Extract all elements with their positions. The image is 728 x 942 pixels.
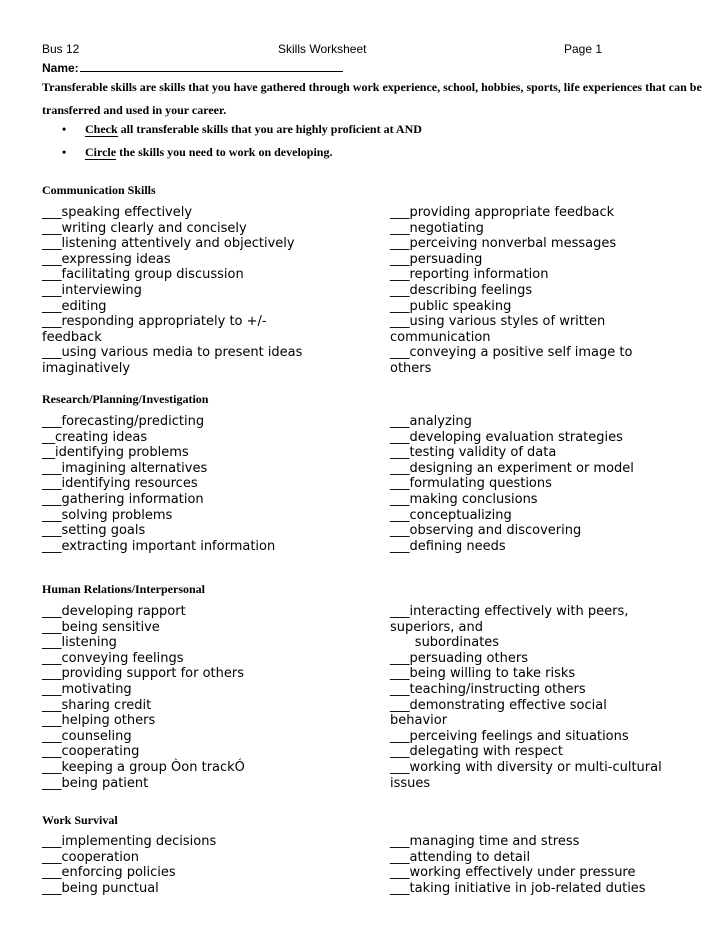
skill-item: ___expressing ideas xyxy=(42,251,171,267)
skill-item: ___providing appropriate feedback xyxy=(390,205,615,220)
skill-item: __identifying problems xyxy=(42,445,189,461)
skill-item: communication xyxy=(390,329,491,345)
human-relations-left-list xyxy=(42,604,378,791)
bullet-icon: • xyxy=(62,122,67,136)
skill-item: ___identifying resources xyxy=(42,476,198,492)
skill-item: ___managing time and stress xyxy=(390,834,580,849)
skill-item: ___working effectively under pressure xyxy=(390,865,636,881)
skill-item: ___providing support for others xyxy=(42,666,245,682)
skill-item: __creating ideas xyxy=(42,429,148,445)
skill-item: ___formulating questions xyxy=(390,476,552,492)
skill-item: ___interacting effectively with peers, xyxy=(390,604,629,619)
skill-item: ___solving problems xyxy=(42,507,173,523)
skill-item: ___editing xyxy=(42,298,107,314)
research-right-list xyxy=(390,414,708,554)
skill-item: ___developing rapport xyxy=(42,604,186,619)
bullet-icon: • xyxy=(62,145,67,159)
skill-item: ___conveying a positive self image to xyxy=(390,345,633,361)
section-title-human-relations: Human Relations/Interpersonal xyxy=(42,582,206,596)
skill-item: ___responding appropriately to +/- xyxy=(42,314,267,330)
skill-item: ___forecasting/predicting xyxy=(42,414,205,429)
skill-item: ___keeping a group Òon trackÓ xyxy=(42,759,245,775)
instructions-list xyxy=(62,118,422,164)
skill-item: ___working with diversity or multi-cultural xyxy=(390,759,662,775)
skill-item: behavior xyxy=(390,713,448,729)
instruction-item xyxy=(62,118,422,141)
skill-item: ___listening xyxy=(42,635,117,651)
skill-item: ___imagining alternatives xyxy=(42,460,208,476)
skill-item: ___persuading xyxy=(390,251,483,267)
skill-item: ___using various media to present ideas xyxy=(42,345,303,361)
skill-item: ___motivating xyxy=(42,681,132,697)
skill-item: ___making conclusions xyxy=(390,491,538,507)
skill-item: issues xyxy=(390,775,431,791)
skill-item: ___using various styles of written xyxy=(390,314,606,330)
instruction-keyword: Check xyxy=(85,122,118,136)
skill-item: ___cooperating xyxy=(42,744,140,760)
work-survival-left-list xyxy=(42,834,378,896)
skill-item: ___writing clearly and concisely xyxy=(42,220,247,236)
page-number: Page 1 xyxy=(564,42,603,56)
skill-item: ___implementing decisions xyxy=(42,834,217,849)
skill-item: ___being patient xyxy=(42,775,149,791)
course-code: Bus 12 xyxy=(42,42,80,56)
skill-item: ___listening attentively and objectively xyxy=(42,236,295,252)
skill-item: ___cooperation xyxy=(42,849,140,865)
skill-item: imaginatively xyxy=(42,360,131,376)
skill-item: ___testing validity of data xyxy=(390,445,557,461)
name-label: Name: xyxy=(42,61,79,75)
skill-item: ___taking initiative in job-related duties xyxy=(390,880,646,896)
communication-left-list xyxy=(42,205,378,377)
instruction-text: the skills you need to work on developing. xyxy=(116,145,333,159)
skill-item: ___defining needs xyxy=(390,538,506,554)
section-title-communication: Communication Skills xyxy=(42,183,156,197)
skill-item: ___developing evaluation strategies xyxy=(390,429,623,445)
skill-item: ___analyzing xyxy=(390,414,472,429)
skill-item: ___conceptualizing xyxy=(390,507,512,523)
skill-item: ___sharing credit xyxy=(42,697,152,713)
skill-item: ___reporting information xyxy=(390,267,549,283)
skill-item: ___speaking effectively xyxy=(42,205,193,220)
work-survival-right-list xyxy=(390,834,708,896)
name-field xyxy=(42,60,343,75)
skill-item: ___observing and discovering xyxy=(390,523,582,539)
skill-item: ___public speaking xyxy=(390,298,512,314)
skill-item: subordinates xyxy=(390,635,500,651)
skill-item: ___extracting important information xyxy=(42,538,276,554)
skill-item: ___helping others xyxy=(42,713,156,729)
instruction-item xyxy=(62,141,422,164)
communication-right-list xyxy=(390,205,708,377)
skill-item: ___perceiving nonverbal messages xyxy=(390,236,617,252)
skill-item: ___gathering information xyxy=(42,491,204,507)
skill-item: ___negotiating xyxy=(390,220,484,236)
skill-item: ___being punctual xyxy=(42,880,159,896)
skill-item: feedback xyxy=(42,329,102,345)
skill-item: ___persuading others xyxy=(390,650,528,666)
human-relations-right-list xyxy=(390,604,708,791)
skill-item: ___being willing to take risks xyxy=(390,666,576,682)
skill-item: others xyxy=(390,360,432,376)
skill-item: ___enforcing policies xyxy=(42,865,176,881)
skill-item: ___designing an experiment or model xyxy=(390,460,634,476)
skill-item: ___setting goals xyxy=(42,523,146,539)
skill-item: ___delegating with respect xyxy=(390,744,563,760)
skill-item: ___demonstrating effective social xyxy=(390,697,607,713)
instruction-text: all transferable skills that you are highly proficient at AND xyxy=(117,122,422,136)
skill-item: ___facilitating group discussion xyxy=(42,267,244,283)
skill-item: ___being sensitive xyxy=(42,619,160,635)
section-title-research: Research/Planning/Investigation xyxy=(42,392,209,406)
research-left-list xyxy=(42,414,378,554)
skill-item: ___describing feelings xyxy=(390,282,533,298)
page-header xyxy=(42,42,688,60)
skill-item: ___counseling xyxy=(42,728,132,744)
instruction-keyword: Circle xyxy=(85,145,117,159)
skill-item: ___teaching/instructing others xyxy=(390,681,586,697)
skill-item: ___attending to detail xyxy=(390,849,531,865)
section-title-work-survival: Work Survival xyxy=(42,813,118,827)
intro-paragraph: Transferable skills are skills that you have gathered through work experience, school, hobbies, sports, life experiences that can be transferred and used in your career. xyxy=(42,80,702,117)
skill-item: ___interviewing xyxy=(42,282,142,298)
skill-item: ___conveying feelings xyxy=(42,650,184,666)
skill-item: superiors, and xyxy=(390,619,484,635)
name-blank-line xyxy=(80,60,343,72)
skill-item: ___perceiving feelings and situations xyxy=(390,728,629,744)
worksheet-title: Skills Worksheet xyxy=(278,42,367,56)
